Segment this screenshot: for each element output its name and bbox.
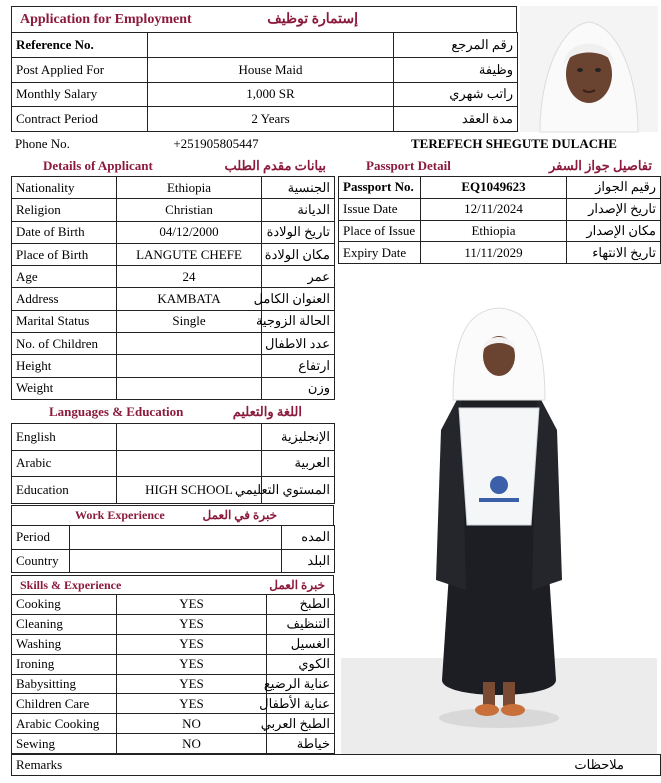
passport-label-ar: تاريخ الانتهاء (567, 242, 661, 264)
passport-label: Place of Issue (339, 220, 421, 242)
detail-value: KAMBATA (117, 288, 262, 310)
table-row (12, 82, 518, 107)
detail-label-ar: تاريخ الولادة (262, 221, 335, 243)
table-row (12, 694, 335, 714)
salary-label: Monthly Salary (12, 82, 148, 107)
skill-label-ar: الطبخ العربي (267, 714, 335, 734)
detail-label: Age (12, 266, 117, 288)
details-title-ar: بيانات مقدم الطلب (224, 158, 326, 173)
table-row (12, 310, 335, 332)
reference-value (148, 33, 394, 58)
passport-value: 12/11/2024 (421, 198, 567, 220)
skills-title-en: Skills & Experience (20, 577, 122, 592)
skill-label: Children Care (12, 694, 117, 714)
skill-label: Ironing (12, 654, 117, 674)
applicant-name: TEREFECH SHEGUTE DULACHE (411, 136, 617, 151)
detail-label: Weight (12, 377, 117, 399)
skill-value: YES (117, 674, 267, 694)
table-row (12, 674, 335, 694)
passport-label-ar: رقيم الجواز (567, 177, 661, 199)
details-section-header (11, 156, 334, 176)
detail-value: Ethiopia (117, 177, 262, 199)
passport-title-ar: تفاصيل جواز السفر (548, 158, 652, 173)
top-info-table (11, 32, 517, 132)
skill-value: NO (117, 734, 267, 754)
table-row (12, 477, 335, 504)
language-label-ar: الإنجليزية (262, 424, 335, 451)
skill-value: YES (117, 694, 267, 714)
remarks-label: Remarks (16, 757, 63, 772)
detail-value (117, 333, 262, 355)
skill-label-ar: خياطة (267, 734, 335, 754)
table-row (12, 177, 335, 199)
detail-label-ar: عدد الاطفال (262, 333, 335, 355)
detail-value: 04/12/2000 (117, 221, 262, 243)
skill-label-ar: التنظيف (267, 614, 335, 634)
detail-label-ar: الجنسية (262, 177, 335, 199)
detail-value: LANGUTE CHEFE (117, 243, 262, 265)
reference-label: Reference No. (12, 33, 148, 58)
table-row (339, 242, 661, 264)
skills-title-ar: خبرة العمل (269, 577, 325, 592)
passport-title-en: Passport Detail (366, 158, 451, 173)
work-value (70, 526, 282, 550)
table-row (12, 734, 335, 754)
passport-label: Expiry Date (339, 242, 421, 264)
form-header (11, 6, 517, 33)
skill-label: Babysitting (12, 674, 117, 694)
table-row (12, 549, 335, 573)
work-label-ar: المده (282, 526, 335, 550)
passport-label-ar: تاريخ الإصدار (567, 198, 661, 220)
form-title-ar: إستمارة توظيف (267, 12, 358, 27)
table-row (12, 424, 335, 451)
table-row (12, 526, 335, 550)
work-section-header (11, 505, 334, 525)
passport-value: 11/11/2029 (421, 242, 567, 264)
table-row (339, 198, 661, 220)
detail-value (117, 377, 262, 399)
table-row (12, 57, 518, 82)
detail-label: Religion (12, 199, 117, 221)
detail-label: Height (12, 355, 117, 377)
passport-section-header (338, 156, 660, 176)
table-row (12, 333, 335, 355)
table-row (12, 107, 518, 132)
detail-label-ar: الديانة (262, 199, 335, 221)
table-row (12, 634, 335, 654)
language-value: HIGH SCHOOL (117, 477, 262, 504)
table-row (12, 595, 335, 615)
post-value: House Maid (148, 57, 394, 82)
work-value (70, 549, 282, 573)
skill-label: Sewing (12, 734, 117, 754)
work-label: Period (12, 526, 70, 550)
table-row (12, 714, 335, 734)
contract-label: Contract Period (12, 107, 148, 132)
details-table (11, 176, 334, 400)
phone-label: Phone No. (15, 136, 70, 151)
skill-label: Cooking (12, 595, 117, 615)
language-value (117, 450, 262, 477)
table-row (12, 377, 335, 399)
language-value (117, 424, 262, 451)
table-row (12, 654, 335, 674)
skill-label-ar: عناية الأطفال (267, 694, 335, 714)
remarks-label-ar: ملاحظات (574, 757, 624, 772)
phone-row (11, 134, 661, 154)
phone-value: +251905805447 (173, 136, 259, 151)
skill-value: YES (117, 595, 267, 615)
skill-value: YES (117, 654, 267, 674)
form-title-en: Application for Employment (20, 11, 192, 27)
language-label: Arabic (12, 450, 117, 477)
passport-table (338, 176, 660, 264)
detail-label-ar: عمر (262, 266, 335, 288)
work-label: Country (12, 549, 70, 573)
detail-label: No. of Children (12, 333, 117, 355)
skill-value: YES (117, 634, 267, 654)
table-row (12, 614, 335, 634)
languages-title-en: Languages & Education (49, 404, 184, 419)
language-label: English (12, 424, 117, 451)
table-row (12, 199, 335, 221)
detail-value (117, 355, 262, 377)
table-row (339, 177, 661, 199)
reference-label-ar: رقم المرجع (394, 33, 518, 58)
work-title-en: Work Experience (75, 508, 165, 522)
passport-label-ar: مكان الإصدار (567, 220, 661, 242)
languages-table (11, 423, 334, 504)
passport-value: Ethiopia (421, 220, 567, 242)
passport-label: Issue Date (339, 198, 421, 220)
detail-label-ar: العنوان الكامل (262, 288, 335, 310)
skill-value: YES (117, 614, 267, 634)
detail-value: Christian (117, 199, 262, 221)
language-label-ar: العربية (262, 450, 335, 477)
work-table (11, 525, 334, 573)
detail-label: Marital Status (12, 310, 117, 332)
skill-label-ar: الغسيل (267, 634, 335, 654)
post-label: Post Applied For (12, 57, 148, 82)
detail-label: Date of Birth (12, 221, 117, 243)
table-row (12, 355, 335, 377)
table-row (12, 221, 335, 243)
detail-label-ar: الحالة الزوجية (262, 310, 335, 332)
work-title-ar: خبرة في العمل (202, 508, 277, 522)
work-label-ar: البلد (282, 549, 335, 573)
detail-label-ar: ارتفاع (262, 355, 335, 377)
skills-section-header (11, 575, 334, 594)
detail-label: Address (12, 288, 117, 310)
skill-label-ar: عناية الرضيع (267, 674, 335, 694)
language-label: Education (12, 477, 117, 504)
table-row (12, 33, 518, 58)
detail-label-ar: مكان الولادة (262, 243, 335, 265)
salary-value: 1,000 SR (148, 82, 394, 107)
salary-label-ar: راتب شهري (394, 82, 518, 107)
detail-value: 24 (117, 266, 262, 288)
skill-label: Washing (12, 634, 117, 654)
skills-table (11, 594, 334, 754)
passport-label: Passport No. (339, 177, 421, 199)
languages-title-ar: اللغة والتعليم (232, 404, 302, 419)
detail-label: Place of Birth (12, 243, 117, 265)
contract-label-ar: مدة العقد (394, 107, 518, 132)
detail-label: Nationality (12, 177, 117, 199)
table-row (12, 243, 335, 265)
post-label-ar: وظيفة (394, 57, 518, 82)
applicant-headshot (520, 6, 658, 132)
language-label-ar: المستوي التعليمي (262, 477, 335, 504)
details-title-en: Details of Applicant (43, 158, 153, 173)
passport-value: EQ1049623 (421, 177, 567, 199)
contract-value: 2 Years (148, 107, 394, 132)
table-row (339, 220, 661, 242)
applicant-full-photo (341, 270, 657, 755)
skill-value: NO (117, 714, 267, 734)
skill-label: Cleaning (12, 614, 117, 634)
table-row (12, 266, 335, 288)
detail-label-ar: وزن (262, 377, 335, 399)
skill-label-ar: الكوي (267, 654, 335, 674)
languages-section-header (11, 402, 334, 422)
skill-label: Arabic Cooking (12, 714, 117, 734)
table-row (12, 450, 335, 477)
skill-label-ar: الطبخ (267, 595, 335, 615)
table-row (12, 288, 335, 310)
remarks-row (11, 754, 661, 776)
detail-value: Single (117, 310, 262, 332)
